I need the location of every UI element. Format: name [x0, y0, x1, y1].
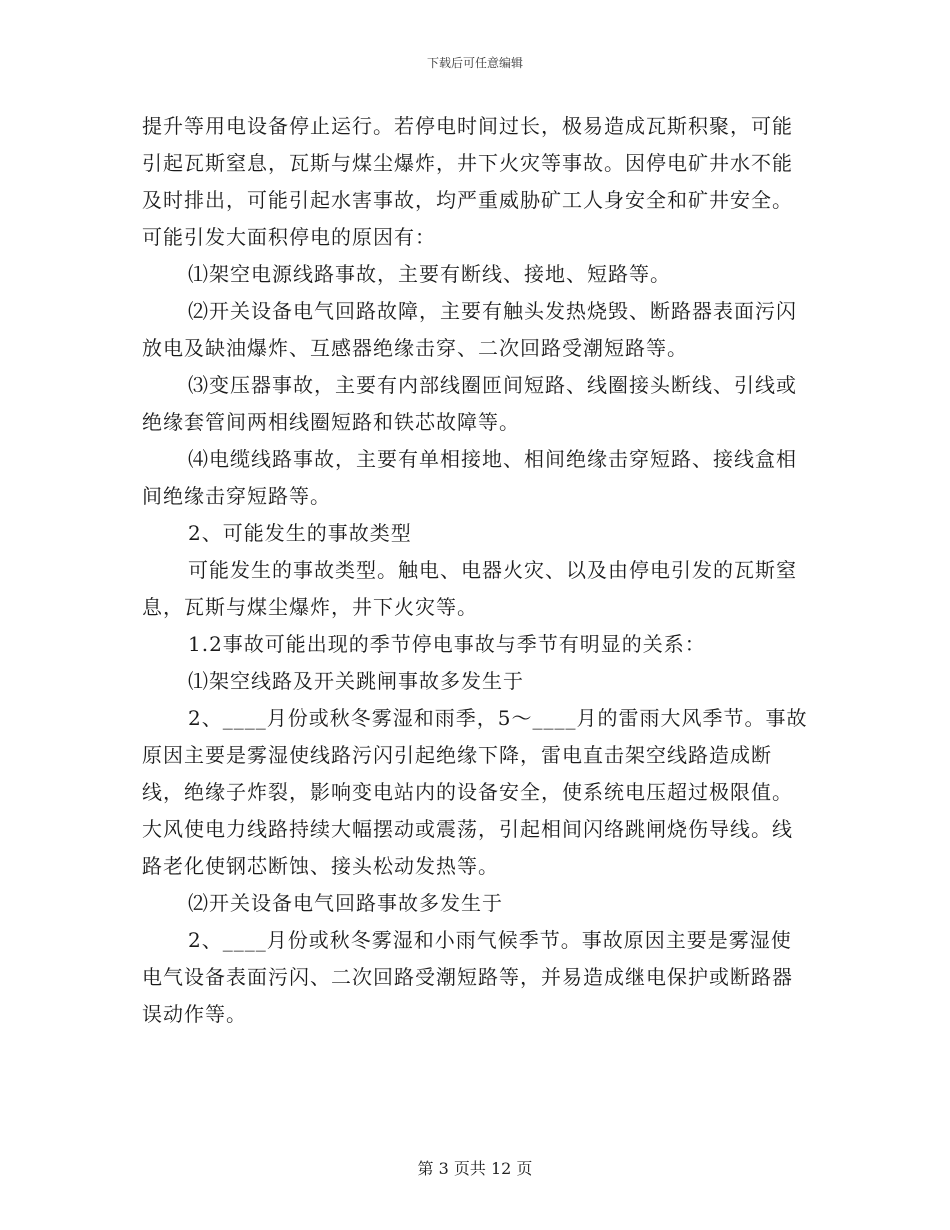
paragraph-3: ⑵开关设备电气回路故障，主要有触头发热烧毁、断路器表面污闪放电及缺油爆炸、互感器绝缘击穿、二次回路受潮短路等。	[142, 299, 797, 360]
document-body	[142, 108, 810, 1033]
paragraph-4: ⑶变压器事故，主要有内部线圈匝间短路、线圈接头断线、引线或绝缘套管间两相线圈短路和铁芯故障等。	[142, 373, 797, 434]
section-heading-accident-types: 2、可能发生的事故类型	[188, 521, 412, 545]
paragraph-12: 2、____月份或秋冬雾湿和小雨气候季节。事故原因主要是雾湿使电气设备表面污闪、二次回路受潮短路等，并易造成继电保护或断路器误动作等。	[142, 928, 793, 1026]
paragraph-10: 2、____月份或秋冬雾湿和雨季，5～____月的雷雨大风季节。事故原因主要是雾湿使线路污闪引起绝缘下降，雷电直击架空线路造成断线，绝缘子炸裂，影响变电站内的设备安全，使系统电压超过极限值。大风使电力线路持续大幅摆动或震荡，引起相间闪络跳闸烧伤导线。线路老化使钢芯断蚀、接头松动发热等。	[142, 706, 808, 878]
paragraph-11: ⑵开关设备电气回路事故多发生于	[188, 891, 503, 915]
paragraph-9: ⑴架空线路及开关跳闸事故多发生于	[188, 669, 524, 693]
paragraph-7: 可能发生的事故类型。触电、电器火灾、以及由停电引发的瓦斯窒息，瓦斯与煤尘爆炸，井下火灾等。	[142, 558, 797, 619]
paragraph-5: ⑷电缆线路事故，主要有单相接地、相间绝缘击穿短路、接线盒相间绝缘击穿短路等。	[142, 447, 797, 508]
page-number: 第 3 页共 12 页	[417, 1159, 533, 1178]
section-heading-seasonal: 1.2事故可能出现的季节停电事故与季节有明显的关系：	[188, 632, 706, 656]
page-header: 下载后可任意编辑	[426, 56, 523, 70]
paragraph-2: ⑴架空电源线路事故，主要有断线、接地、短路等。	[188, 262, 671, 286]
paragraph-1: 提升等用电设备停止运行。若停电时间过长，极易造成瓦斯积聚，可能引起瓦斯窒息，瓦斯与煤尘爆炸，井下火灾等事故。因停电矿井水不能及时排出，可能引起水害事故，均严重威胁矿工人身安全和矿井安全。可能引发大面积停电的原因有：	[142, 114, 793, 249]
